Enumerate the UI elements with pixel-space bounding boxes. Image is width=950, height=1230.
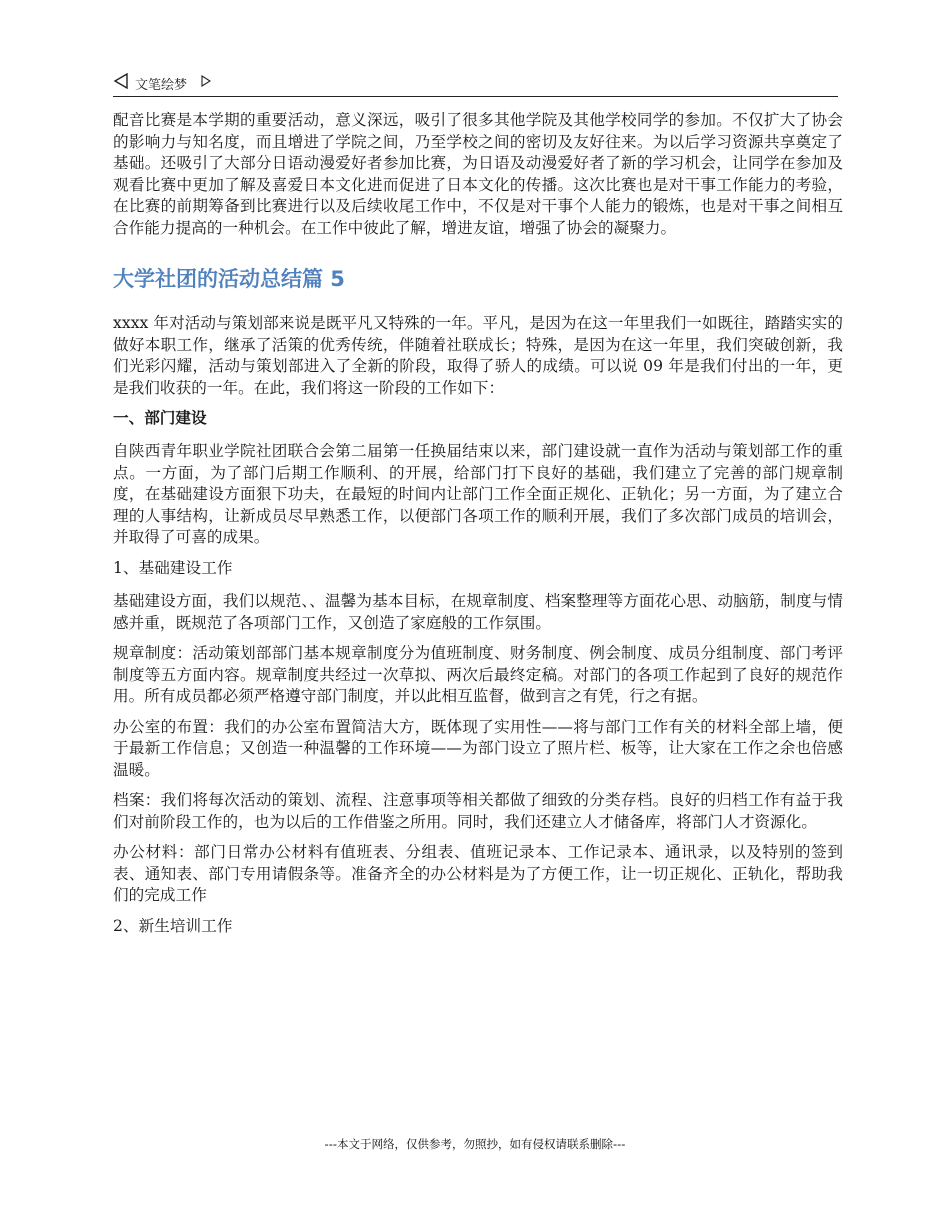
document-body xyxy=(113,110,843,949)
triangle-left-icon xyxy=(113,73,129,89)
intro-paragraph: 配音比赛是本学期的重要活动，意义深远，吸引了很多其他学院及其他学校同学的参加。不仅扩大了协会的影响力与知名度，而且增进了学院之间，乃至学校之间的密切及友好往来。为以后学习资源共享奠定了基础。还吸引了大部分日语动漫爱好者参加比赛，为日语及动漫爱好者了新的学习机会，让同学在参加及观看比赛中更加了解及喜爱日本文化进而促进了日本文化的传播。这次比赛也是对干事工作能力的考验，在比赛的前期筹备到比赛进行以及后续收尾工作中，不仅是对干事个人能力的锻炼，也是对干事之间相互合作能力提高的一种机会。在工作中彼此了解，增进友谊，增强了协会的凝聚力。 xyxy=(113,111,843,237)
rules-paragraph: 规章制度：活动策划部部门基本规章制度分为值班制度、财务制度、例会制度、成员分组制度、部门考评制度等五方面内容。规章制度共经过一次草拟、两次后最终定稿。对部门的各项工作起到了良好的规范作用。所有成员都必须严格遵守部门制度，并以此相互监督，做到言之有凭，行之有据。 xyxy=(113,644,843,705)
dept-paragraph: 自陕西青年职业学院社团联合会第二届第一任换届结束以来，部门建设就一直作为活动与策划部工作的重点。一方面，为了部门后期工作顺利、的开展，给部门打下良好的基础，我们建立了完善的部门规章制度，在基础建设方面狠下功夫，在最短的时间内让部门工作全面正规化、正轨化；另一方面，为了建立合理的人事结构，让新成员尽早熟悉工作，以便部门各项工作的顺利开展，我们了多次部门成员的培训会，并取得了可喜的成果。 xyxy=(113,442,843,546)
section-intro-paragraph: xxxx 年对活动与策划部来说是既平凡又特殊的一年。平凡，是因为在这一年里我们一如既往，踏踏实实的做好本职工作，继承了活策的优秀传统，伴随着社联成长；特殊，是因为在这一年里，我们突破创新，我们光彩闪耀，活动与策划部进入了全新的阶段，取得了骄人的成绩。可以说 09 年是我们付出的一年，更是我们收获的一年。在此，我们将这一阶段的工作如下： xyxy=(113,314,843,397)
section-title: 大学社团的活动总结篇 5 xyxy=(113,267,345,291)
page-header xyxy=(113,70,838,97)
heading-dept-building: 一、部门建设 xyxy=(113,409,207,427)
subheading-training: 2、新生培训工作 xyxy=(113,916,233,935)
subheading-basic-work: 1、基础建设工作 xyxy=(113,558,233,577)
triangle-right-icon xyxy=(201,75,211,87)
footer-disclaimer: ---本文于网络，仅供参考，勿照抄，如有侵权请联系删除--- xyxy=(324,1137,626,1151)
office-paragraph: 办公室的布置：我们的办公室布置简洁大方，既体现了实用性——将与部门工作有关的材料全部上墙，便于最新工作信息；又创造一种温馨的工作环境——为部门设立了照片栏、板等，让大家在工作之余也倍感温暖。 xyxy=(113,717,843,779)
header-title: 文笔绘梦 xyxy=(135,78,188,93)
materials-paragraph: 办公材料：部门日常办公材料有值班表、分组表、值班记录本、工作记录本、通讯录，以及特别的签到表、通知表、部门专用请假条等。准备齐全的办公材料是为了方便工作，让一切正规化、正轨化，帮助我们的完成工作 xyxy=(113,843,843,904)
archive-paragraph: 档案：我们将每次活动的策划、流程、注意事项等相关都做了细致的分类存档。良好的归档工作有益于我们对前阶段工作的，也为以后的工作借鉴之所用。同时，我们还建立人才储备库，将部门人才资源化。 xyxy=(113,791,843,831)
basic-paragraph: 基础建设方面，我们以规范、、温馨为基本目标，在规章制度、档案整理等方面花心思、动脑筋，制度与情感并重，既规范了各项部门工作，又创造了家庭般的工作氛围。 xyxy=(113,592,843,632)
